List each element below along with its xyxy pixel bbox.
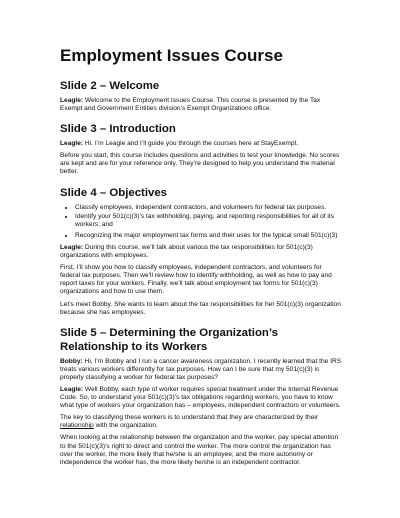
slide-5-leagle-paragraph [60,386,342,410]
key-text-after: with the organization. [93,422,158,430]
slide-3-heading: Slide 3 – Introduction [60,123,176,136]
objectives-list [60,204,342,240]
speaker-label: Leagle: [60,243,84,251]
slide-4-text: During this course, we’ll talk about various the tax responsibilities for 501(c)(3) organizations with employees. [60,243,313,260]
slide-5-heading: Slide 5 – Determining the Organization’s Relationship to its Workers [60,326,278,353]
speaker-label: Bobby: [60,357,83,365]
document-title: Employment Issues Course [60,46,283,65]
objective-item: • Classify employees, independent contractors, and volunteers for federal tax purposes. [75,204,342,212]
objective-item: • Identify your 501(c)(3)’s tax withholding, paying, and reporting responsibilities for all of its workers; and [75,213,342,229]
slide-5-bobby-paragraph [60,358,342,382]
leagle-text: Well Bobby, each type of worker requires special treatment under the Internal Revenue Code. So, to understand your 501(c)(3)’s tax obligations regarding workers, you have to know what type of workers your organization has – employees, independent contractors or volunteers. [60,385,341,410]
slide-5-last-paragraph: When looking at the relationship between the organization and the worker, pay special attention to the 501(c)(3)’s right to direct and control the worker. The more control the organization has over the worker, the more likely that he/she is an employee; and the more autonomy or independence the worker has, the more likely he/she is an independent contractor. [60,434,339,466]
slide-5-section [60,326,342,467]
slide-2-heading: Slide 2 – Welcome [60,80,160,92]
slide-2-section [60,79,342,113]
speaker-label: Leagle: [60,385,84,393]
bobby-text: Hi, I’m Bobby and I run a cancer awareness organization. I recently learned that the IRS treats various workers differently for tax purposes. How can I be sure that my 501(c)(3) is properly classifying a worker for federal tax purposes? [60,357,342,381]
slide-4-paragraph-3: Let’s meet Bobby. She wants to learn about the tax responsibilities for her 501(c)(3) organization because she has employees. [60,300,341,316]
slide-4-paragraph [60,244,342,260]
speaker-label: Leagle: [60,140,84,148]
objective-item: • Recognizing the major employment tax forms and their uses for the typical small 501(c)(3) [75,232,342,240]
slide-3-section [60,122,342,176]
slide-5-key-paragraph [60,414,342,430]
speaker-label: Leagle: [60,97,84,104]
slide-2-paragraph [60,97,342,113]
slide-2-text: Welcome to the Employment Issues Course. This course is presented by the Tax Exempt and Government Entities division’s Exempt Organizations office. [60,97,321,113]
key-text-before: The key to classifying these workers is to understand that they are characterized by their [60,414,319,422]
relationship-link[interactable]: relationship [60,422,94,430]
slide-3-paragraph [60,140,342,148]
slide-3-text: Hi. I’m Leagle and I’ll guide you through the courses here at StayExempt. [83,140,299,148]
slide-4-section [60,186,342,317]
slide-4-paragraph-2: First, I’ll show you how to classify employees, independent contractors, and volunteers for federal tax purposes. Then we’ll review how to identify withholding, as well as how to pay and report taxes for your workers. Finally, we’ll talk about employment tax forms for 501(c)(3) organizations and how to use them. [60,264,332,296]
slide-4-heading: Slide 4 – Objectives [60,186,167,199]
slide-3-paragraph-2: Before you start, this course includes questions and activities to test your knowledge. No scores are kept and are for your reference only. They’re designed to help you understand the material better. [60,152,340,176]
